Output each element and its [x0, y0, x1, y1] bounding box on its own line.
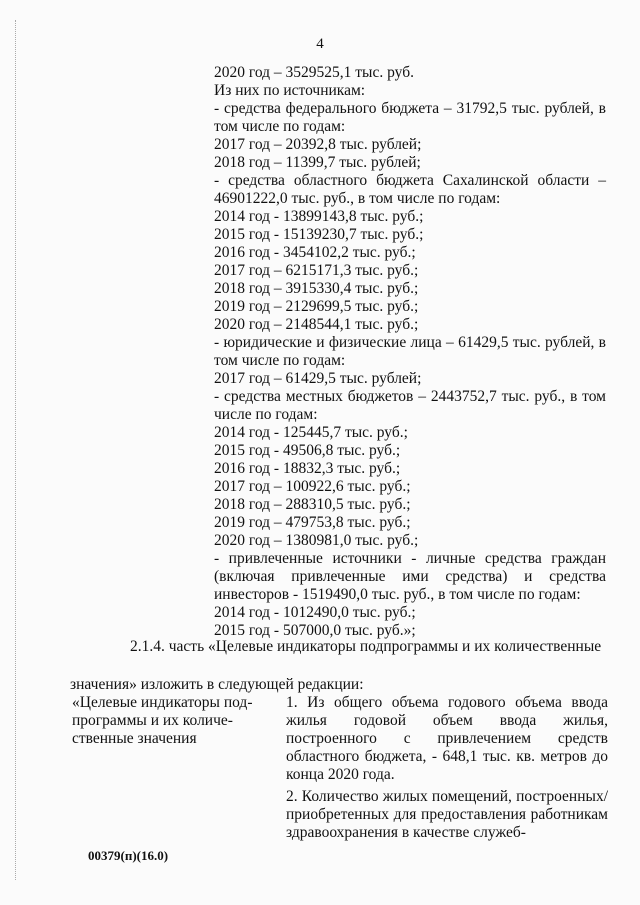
- indicators-label-line: ственные значения: [72, 730, 197, 747]
- document-code: 00379(п)(16.0): [88, 848, 169, 863]
- funding-line: 2020 год – 1380981,0 тыс. руб.;: [214, 532, 419, 549]
- funding-line: 2018 год – 11399,7 тыс. рублей;: [214, 154, 421, 171]
- funding-line: 2015 год - 15139230,7 тыс. руб.;: [214, 226, 424, 243]
- funding-line: 2017 год – 20392,8 тыс. рублей;: [214, 136, 422, 153]
- scan-margin-edge: [15, 20, 19, 880]
- funding-line: 2017 год – 6215171,3 тыс. руб.;: [214, 262, 419, 279]
- funding-line: 2019 год – 2129699,5 тыс. руб.;: [214, 298, 419, 315]
- indicators-label-cell: [72, 694, 286, 846]
- funding-line: 2018 год – 288310,5 тыс. руб.;: [214, 496, 411, 513]
- funding-line: 2019 год – 479753,8 тыс. руб.;: [214, 514, 411, 531]
- funding-line: 2014 год - 13899143,8 тыс. руб.;: [214, 208, 424, 225]
- indicators-values-cell: [286, 694, 608, 846]
- funding-line: 2015 год - 507000,0 тыс. руб.»;: [214, 622, 416, 639]
- indicators-label-line: программы и их количе-: [72, 712, 233, 729]
- funding-line: 2016 год - 3454102,2 тыс. руб.;: [214, 244, 416, 261]
- funding-line: 2020 год – 2148544,1 тыс. руб.;: [214, 316, 419, 333]
- indicators-label-line: «Целевые индикаторы под-: [72, 694, 253, 711]
- funding-sources-list: [214, 64, 606, 640]
- indicator-item: 1. Из общего объема годового объема ввода жилья годовой объем ввода жилья, построенного с привлечением средств областного бюджета, - 648,1 тыс. кв. метров до конца 2020 года.: [286, 694, 608, 783]
- funding-line: 2017 год – 100922,6 тыс. руб.;: [214, 478, 411, 495]
- funding-line: - юридические и физические лица – 61429,5 тыс. рублей, в том числе по годам:: [214, 334, 606, 369]
- funding-line: 2015 год - 49506,8 тыс. руб.;: [214, 442, 401, 459]
- amendment-paragraph: [70, 628, 610, 704]
- amendment-line: значения» изложить в следующей редакции:: [70, 676, 364, 693]
- funding-line: - средства местных бюджетов – 2443752,7 тыс. руб., в том числе по годам:: [214, 388, 606, 423]
- funding-line: - привлеченные источники - личные средства граждан (включая привлеченные ими средства) и средства инвесторов - 1519490,0 тыс. руб., в том числе по годам:: [214, 550, 606, 603]
- funding-line: 2014 год - 1012490,0 тыс. руб.;: [214, 604, 416, 621]
- funding-line: - средства федерального бюджета – 31792,5 тыс. рублей, в том числе по годам:: [214, 100, 606, 135]
- funding-line: 2020 год – 3529525,1 тыс. руб.: [214, 64, 414, 81]
- target-indicators-table: [72, 694, 608, 846]
- funding-line: - средства областного бюджета Сахалинской области – 46901222,0 тыс. руб., в том числе по годам:: [214, 172, 606, 207]
- amendment-line: 2.1.4. часть «Целевые индикаторы подпрограммы и их количественные: [130, 638, 602, 655]
- funding-line: Из них по источникам:: [214, 82, 366, 99]
- funding-line: 2014 год - 125445,7 тыс. руб.;: [214, 424, 408, 441]
- funding-line: 2016 год - 18832,3 тыс. руб.;: [214, 460, 401, 477]
- funding-line: 2018 год – 3915330,4 тыс. руб.;: [214, 280, 419, 297]
- page-number: 4: [316, 36, 324, 52]
- indicator-item: 2. Количество жилых помещений, построенных/приобретенных для предоставления работникам здравоохранения в качестве служеб-: [286, 788, 608, 841]
- funding-line: 2017 год – 61429,5 тыс. рублей;: [214, 370, 422, 387]
